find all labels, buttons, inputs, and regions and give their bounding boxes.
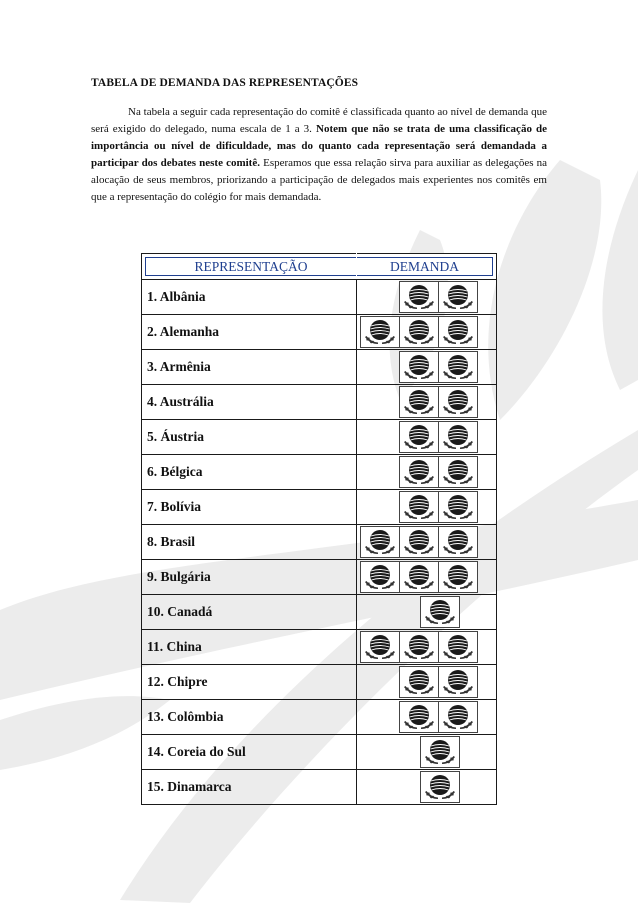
intro-text-end: Esperamos que essa relação sirva para auxiliar as delegações na alocação de seus membros, priorizando a participação de delegados mais experientes nos comitês em que a representação do colégio for mais demandada. (91, 157, 548, 203)
representation-name: 3. Armênia (142, 350, 357, 385)
un-emblem-icon (438, 316, 478, 348)
table-row (142, 595, 497, 630)
demand-icons (421, 736, 460, 768)
table-header-row (142, 254, 497, 280)
representation-name: 4. Austrália (142, 385, 357, 420)
table-row (142, 665, 497, 700)
representation-name: 2. Alemanha (142, 315, 357, 350)
demand-cell (357, 385, 497, 420)
un-emblem-icon (438, 281, 478, 313)
representation-name: 11. China (142, 630, 357, 665)
intro-paragraph (91, 104, 547, 206)
un-emblem-icon (399, 631, 439, 663)
un-emblem-icon (438, 561, 478, 593)
table-row (142, 455, 497, 490)
demand-table (141, 253, 497, 805)
demand-icons (400, 421, 478, 453)
representation-name: 12. Chipre (142, 665, 357, 700)
demand-icons (421, 771, 460, 803)
demand-cell (357, 770, 497, 805)
table-row (142, 560, 497, 595)
table-row (142, 315, 497, 350)
representation-name: 6. Bélgica (142, 455, 357, 490)
demand-cell (357, 420, 497, 455)
un-emblem-icon (360, 316, 400, 348)
table-row (142, 700, 497, 735)
un-emblem-icon (420, 771, 460, 803)
demand-icons (361, 561, 478, 593)
table-row (142, 350, 497, 385)
un-emblem-icon (399, 456, 439, 488)
representation-name: 13. Colômbia (142, 700, 357, 735)
un-emblem-icon (399, 421, 439, 453)
demand-icons (400, 281, 478, 313)
representation-name: 9. Bulgária (142, 560, 357, 595)
un-emblem-icon (438, 526, 478, 558)
demand-icons (400, 386, 478, 418)
representation-name: 8. Brasil (142, 525, 357, 560)
representation-name: 7. Bolívia (142, 490, 357, 525)
demand-icons (361, 316, 478, 348)
un-emblem-icon (399, 526, 439, 558)
demand-cell (357, 350, 497, 385)
un-emblem-icon (438, 386, 478, 418)
demand-cell (357, 665, 497, 700)
demand-cell (357, 455, 497, 490)
document-title: TABELA DE DEMANDA DAS REPRESENTAÇÕES (91, 77, 359, 89)
representation-name: 15. Dinamarca (142, 770, 357, 805)
demand-cell (357, 490, 497, 525)
representation-name: 5. Áustria (142, 420, 357, 455)
demand-icons (400, 701, 478, 733)
table-row (142, 770, 497, 805)
table-row (142, 490, 497, 525)
demand-icons (400, 666, 478, 698)
un-emblem-icon (399, 561, 439, 593)
un-emblem-icon (420, 596, 460, 628)
un-emblem-icon (399, 386, 439, 418)
un-emblem-icon (399, 281, 439, 313)
un-emblem-icon (438, 421, 478, 453)
demand-icons (400, 456, 478, 488)
un-emblem-icon (420, 736, 460, 768)
un-emblem-icon (360, 526, 400, 558)
table-row (142, 525, 497, 560)
demand-cell (357, 560, 497, 595)
un-emblem-icon (399, 351, 439, 383)
un-emblem-icon (438, 701, 478, 733)
demand-icons (361, 526, 478, 558)
un-emblem-icon (399, 316, 439, 348)
table-row (142, 385, 497, 420)
demand-icons (400, 351, 478, 383)
un-emblem-icon (438, 351, 478, 383)
demand-cell (357, 700, 497, 735)
representation-name: 14. Coreia do Sul (142, 735, 357, 770)
demand-cell (357, 525, 497, 560)
un-emblem-icon (360, 561, 400, 593)
demand-cell (357, 280, 497, 315)
un-emblem-icon (438, 666, 478, 698)
un-emblem-icon (438, 631, 478, 663)
un-emblem-icon (399, 701, 439, 733)
demand-cell (357, 315, 497, 350)
un-emblem-icon (438, 491, 478, 523)
un-emblem-icon (438, 456, 478, 488)
table-row (142, 280, 497, 315)
demand-icons (400, 491, 478, 523)
demand-icons (361, 631, 478, 663)
intro-text-start: Na tabela a seguir cada representação do comitê é classificada quanto ao nível de demanda que será exigido do delegado, numa escala de 1 a 3. (91, 106, 547, 135)
un-emblem-icon (399, 491, 439, 523)
representation-name: 1. Albânia (142, 280, 357, 315)
demand-icons (421, 596, 460, 628)
table-row (142, 420, 497, 455)
table-row (142, 735, 497, 770)
intro-text-bold: Notem que não se trata de uma classificação de importância ou nível de dificuldade, mas do quanto cada representação será demandada a participar dos debates neste comitê. (91, 123, 547, 169)
un-emblem-icon (360, 631, 400, 663)
header-demand: DEMANDA (357, 254, 497, 280)
header-representation: REPRESENTAÇÃO (142, 254, 357, 280)
demand-cell (357, 735, 497, 770)
representation-name: 10. Canadá (142, 595, 357, 630)
demand-cell (357, 595, 497, 630)
un-emblem-icon (399, 666, 439, 698)
table-row (142, 630, 497, 665)
demand-cell (357, 630, 497, 665)
